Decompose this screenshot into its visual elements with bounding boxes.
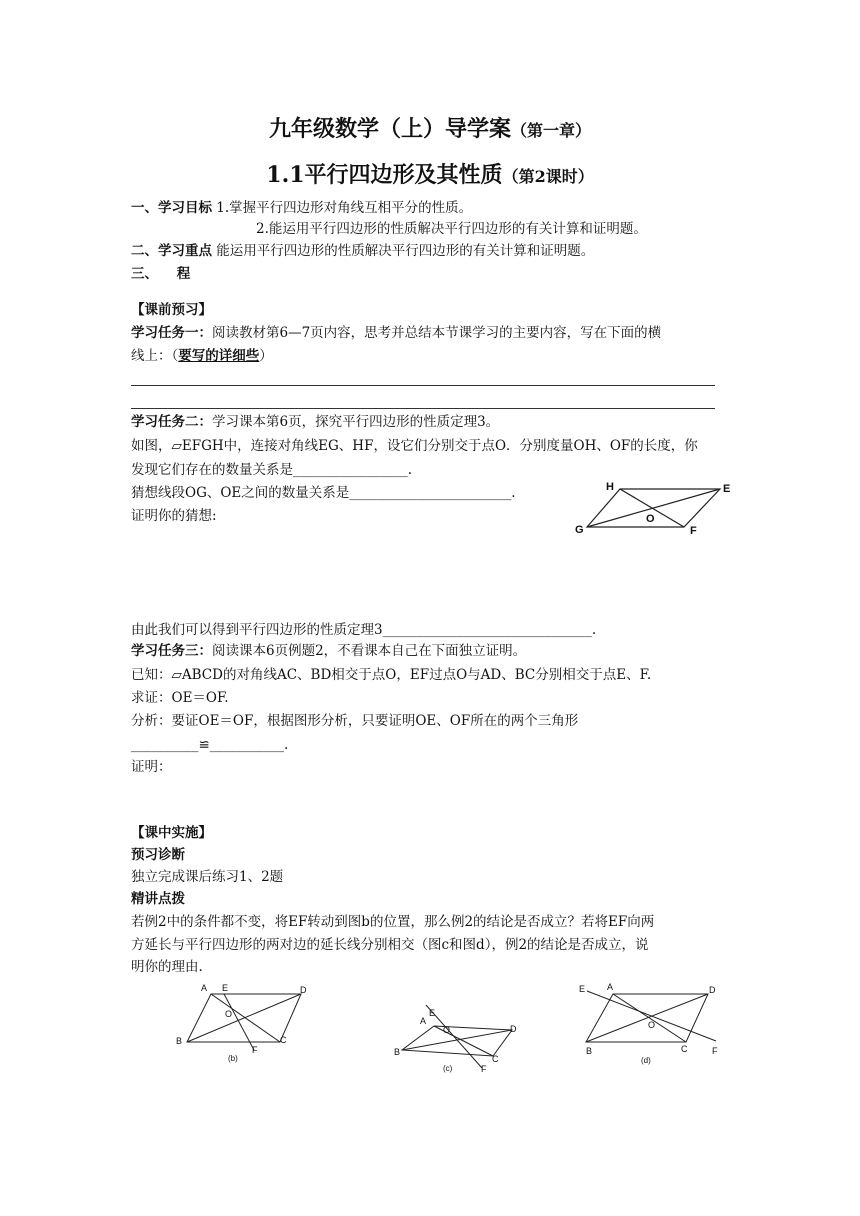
svg-text:O: O [648, 1020, 656, 1030]
svg-text:B: B [586, 1046, 593, 1056]
task2-line: 学习任务二：学习课本第6页，探究平行四边形的性质定理3。 [131, 414, 500, 430]
diagnosis-text: 独立完成课后练习1、2题 [131, 869, 284, 885]
explain-para-3: 明你的理由. [131, 959, 203, 975]
task3-blank: __________≌___________. [131, 737, 289, 753]
svg-text:D: D [709, 985, 716, 995]
svg-text:A: A [201, 983, 208, 993]
goals-line-2: 2.能运用平行四边形的性质解决平行四边形的有关计算和证明题。 [256, 221, 647, 237]
svg-text:(d): (d) [641, 1056, 651, 1065]
explain-para-2: 方延长与平行四边形的两对边的延长线分别相交（图c和图d），例2的结论是否成立，说 [131, 937, 649, 953]
svg-text:O: O [225, 1009, 233, 1019]
svg-text:(c): (c) [443, 1064, 453, 1073]
svg-text:C: C [492, 1054, 499, 1064]
task3-prove: 求证：OE＝OF. [131, 690, 229, 706]
task2-para-2: 发现它们存在的数量关系是_________________. [131, 462, 413, 478]
figure-b [170, 978, 310, 1068]
svg-text:C: C [681, 1044, 688, 1054]
parallelogram-efgh-figure [570, 475, 740, 540]
label-g: G [575, 524, 584, 536]
label-o: O [646, 513, 655, 525]
label-f: F [690, 525, 697, 537]
svg-text:C: C [280, 1035, 287, 1045]
page-title: 九年级数学（上）导学案（第一章） [268, 116, 592, 142]
page-subtitle: 1.1平行四边形及其性质（第2课时） [266, 162, 594, 188]
svg-text:B: B [176, 1036, 183, 1046]
task2-para-3: 猜想线段OG、OE之间的数量关系是________________________. [131, 485, 516, 501]
label-h: H [606, 481, 614, 493]
figure-c [390, 1002, 530, 1088]
svg-text:O: O [443, 1025, 451, 1035]
goals-line-1: 一、学习目标 1.掌握平行四边形对角线互相平分的性质。 [131, 200, 473, 216]
process-heading: 三、 程 [131, 266, 191, 282]
task3-analysis: 分析：要证OE＝OF，根据图形分析，只要证明OE、OF所在的两个三角形 [131, 713, 579, 729]
svg-text:E: E [222, 983, 229, 993]
svg-text:E: E [429, 1008, 436, 1018]
diagnosis-label: 预习诊断 [131, 847, 185, 863]
task1-line-1: 学习任务一：阅读教材第6—7页内容，思考并总结本节课学习的主要内容，写在下面的横 [131, 325, 662, 341]
task2-para-4: 证明你的猜想: [131, 508, 217, 524]
answer-line-2 [131, 408, 715, 409]
task2-para-5: 由此我们可以得到平行四边形的性质定理3_______________________________. [131, 622, 597, 638]
svg-text:A: A [607, 982, 614, 992]
label-e: E [723, 483, 731, 495]
svg-text:A: A [420, 1016, 427, 1026]
task3-known: 已知：▱ABCD的对角线AC、BD相交于点O，EF过点O与AD、BC分别相交于点E、F. [131, 667, 652, 683]
explain-label: 精讲点拨 [131, 891, 185, 907]
task3-line: 学习任务三：阅读课本6页例题2，不看课本自己在下面独立证明。 [131, 643, 527, 659]
explain-para-1: 若例2中的条件都不变，将EF转动到图b的位置，那么例2的结论是否成立？若将EF向两 [131, 914, 655, 930]
focus-line: 二、学习重点 能运用平行四边形的性质解决平行四边形的有关计算和证明题。 [131, 243, 595, 259]
task3-proof: 证明： [131, 759, 172, 775]
preview-heading: 【课前预习】 [131, 302, 212, 318]
svg-text:(b): (b) [228, 1054, 238, 1063]
figure-d [573, 978, 738, 1068]
svg-text:B: B [394, 1047, 401, 1057]
svg-text:D: D [300, 985, 307, 995]
svg-text:E: E [579, 984, 586, 994]
answer-line-1 [131, 385, 715, 386]
inclass-heading: 【课中实施】 [131, 825, 212, 841]
svg-text:F: F [712, 1046, 718, 1056]
task1-line-2: 线上：（要写的详细些） [131, 348, 273, 364]
svg-text:F: F [252, 1045, 258, 1055]
svg-text:F: F [481, 1064, 487, 1074]
task2-para-1: 如图，▱EFGH中，连接对角线EG、HF，设它们分别交于点O．分别度量OH、OF的长度，你 [131, 438, 698, 454]
svg-text:D: D [510, 1024, 517, 1034]
